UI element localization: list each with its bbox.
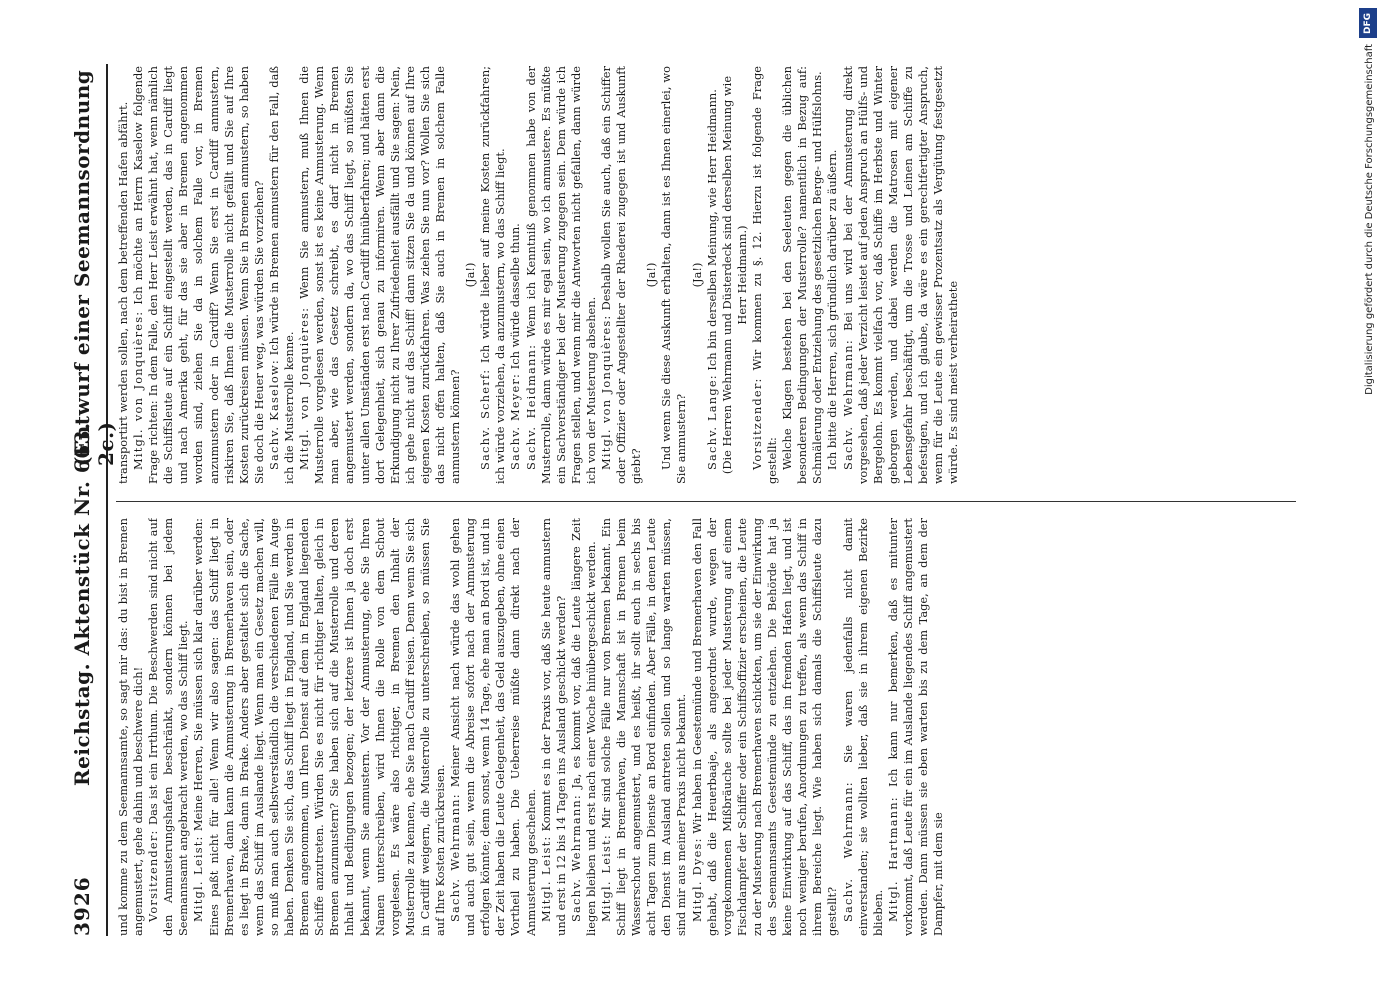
paragraph <box>116 66 131 484</box>
speaker-label: Sachv. Lange: <box>704 374 719 470</box>
left-column <box>116 518 1296 936</box>
paragraph <box>690 66 705 484</box>
speaker-label: Sachv. Wehrmann: <box>840 781 855 922</box>
paragraph-text: (Ja!) <box>463 262 478 288</box>
paragraph-text: Ich bin derselben Meinung, wie Herr Heidmann. <box>704 89 719 371</box>
document-title: Reichstag. Aktenstück Nr. 663. <box>70 422 94 786</box>
paragraph-text: Ja, es kommt vor, daß die Leute längere Zeit liegen bleiben und erst nach einer Woche hinübergeschickt werden. <box>568 518 598 936</box>
paragraph <box>191 518 448 936</box>
dfg-credit-text: Digitalisierung gefördert durch die Deutsche Forschungsgemeinschaft <box>1364 44 1375 395</box>
paragraph <box>659 66 689 484</box>
paragraph <box>267 66 297 484</box>
paragraph-text: Deshalb wollen Sie auch, daß ein Schiffer oder Offizier oder Angestellter der Rhederei zugegen ist und Auskunft giebt? <box>599 66 644 484</box>
page-header <box>66 64 118 936</box>
paragraph-text: Das ist ein Irrthum. Die Beschwerden sind nicht auf den Anmusterungshafen beschränkt, sondern können bei jedem Seemannsamt angebracht werden, wo das Schiff liegt. <box>146 518 191 936</box>
speaker-label: Mitgl. von Jonquières: <box>599 314 613 470</box>
paragraph-text: Und wenn Sie diese Auskunft erhalten, dann ist es Ihnen einerlei, wo Sie anmustern? <box>659 66 689 484</box>
speaker-label: Vorsitzender: <box>146 829 161 922</box>
paragraph-text: Ich würde dasselbe thun. <box>508 223 523 370</box>
paragraph-text: (Ja!) <box>689 262 704 288</box>
speaker-label: Mitgl. von Jonquières: <box>297 306 312 470</box>
paragraph <box>720 66 750 484</box>
document-subtitle: (Entwurf einer Seemannsordnung 2c.) <box>70 69 118 466</box>
paragraph-text: Meine Herren, Sie müssen sich klar darüber werden: Eines paßt nicht für alle! Wenn wir also sagen: das Schiff liegt in Bremerhaven, dann kann die Anmusterung in Bremerhaven sein, oder es liegt in Brake, dann in Brake. Anders aber gestaltet sich die Sache, wenn das Schiff im Auslande liegt. Wenn man ein Gesetz machen will, so muß man auch selbstverständlich die verschiedenen Fälle im Auge haben. Denken Sie sich, das Schiff liegt in England, und Sie werden in Bremen angenommen, um Ihren Dienst auf dem in England liegenden Schiffe anzutreten. Würden Sie es nicht für richtiger halten, gleich in Bremen anzumustern? Sie haben sich auf die Musterrolle und deren Inhalt und Bedingungen bezogen; der letztere ist Ihnen ja doch erst bekannt, wenn Sie anmustern. Vor der Anmusterung, ehe Sie Ihren Namen unterschreiben, wird Ihnen die Rolle von dem Schout vorgelesen. Es wäre also richtiger, in Bremen den Inhalt der Musterrolle zu kennen, ehe Sie nach Cardiff reisen. Denn wenn Sie sich in Cardiff weigern, die Musterrolle zu unterschreiben, so müssen Sie auf Ihre Kosten zurückreisen. <box>191 518 447 936</box>
paragraph-text: Wir haben in Geestemünde und Bremerhaven den Fall gehabt, daß die Heuerbaaje, als angeordnet wurde, wegen der vorgekommenen Mißbräuche sollte bei jeder Musterung auf einem Fischdampfer der Schiffer oder ein Schiffsoffizier erscheinen, die Leute zu der Musterung nach Bremerhaven schickten, um sie der Einwirkung des Seemannsamts Geestemünde zu entziehen. Die Behörde hat ja keine Einwirkung auf das Schiff, das im fremden Hafen liegt, und ist noch weniger berufen, Anordnungen zu treffen, als wenn das Schiff in ihrem Bereiche liegt. Wie haben sich damals die Schiffsleute dazu gestellt? <box>689 518 840 936</box>
speaker-label: Mitgl. Leist: <box>538 835 553 922</box>
paragraph-text: Welche Klagen bestehen bei den Seeleuten gegen die üblichen besonderen Bedingungen der Musterrolle? namentlich in Bezug auf: Schmälerung oder Entziehung des gesetzlichen Berge- und Hülfslohns. <box>780 66 825 484</box>
paragraph <box>448 518 539 936</box>
paragraph <box>539 518 569 936</box>
paragraph <box>644 66 659 484</box>
paragraph <box>478 66 508 484</box>
paragraph-text: Ich möchte an Herrn Kaselow folgende Frage richten: In dem Falle, den Herr Leist erwähnt hat, wenn nämlich die Schiffsleute auf ein Schiff eingestellt werden, das in Cardiff liegt und nach Amerika geht, für das sie aber in Bremen angenommen worden sind, ziehen Sie da in solchem Falle vor, in Bremen anzumustern oder in Cardiff? Wenn Sie erst in Cardiff anmustern, riskiren Sie, daß Ihnen die Musterrolle nicht gefällt und Sie auf Ihre Kosten zurückreisen müssen. Wenn Sie in Bremen anmustern, so haben Sie doch die Heuer weg, was würden Sie vorziehen? <box>131 66 266 484</box>
paragraph <box>599 518 690 936</box>
paragraph <box>569 518 599 936</box>
speaker-label: Sachv. Wehrmann: <box>448 793 463 922</box>
speaker-label: Mitgl. Leist: <box>599 834 613 922</box>
speaker-label: Mitgl. Leist: <box>191 835 206 922</box>
paragraph-text: Ich würde lieber auf meine Kosten zurückfahren; ich würde vorziehen, da anzumustern, wo das Schiff liegt. <box>478 66 508 484</box>
paragraph <box>705 66 720 484</box>
speaker-label: Sachv. Scherf: <box>478 368 493 470</box>
paragraph <box>825 66 840 484</box>
page-number: 3926 <box>70 876 94 936</box>
paragraph <box>131 66 267 484</box>
dfg-logo-icon: DFG <box>1359 8 1377 38</box>
paragraph-text: Mir sind solche Fälle nur von Bremen bekannt. Ein Schiff liegt in Bremerhaven, die Mannschaft ist in Bremen beim Wasserschout angemustert, und es heißt, ihr sollt euch in sechs bis acht Tagen zum Dienste an Bord einfinden. Aber Fälle, in denen Leute den Dienst im Ausland antreten sollen und so lange warten müssen, sind mir aus meiner Praxis nicht bekannt. <box>599 518 689 936</box>
speaker-label: Mitgl. Dyes: <box>689 837 704 922</box>
paragraph <box>297 66 463 484</box>
paragraph-text: Wenn ich Kenntniß genommen habe von der Musterrolle, dann würde es mir egal sein, wo ich anmustere. Es müßte ein Sachverständiger bei der Musterung zugegen sein. Dem würde ich Fragen stellen, und wenn mir die Antworten nicht gefallen, dann würde ich von der Musterung absehen. <box>523 66 598 484</box>
paragraph <box>599 66 644 484</box>
paragraph <box>750 66 780 484</box>
paragraph <box>463 66 478 484</box>
speaker-label: Sachv. Kaselow: <box>266 359 281 470</box>
paragraph-text: (Die Herren Wehrmann und Düsterdeck sind derselben Meinung wie Herr Heidmann.) <box>719 75 749 475</box>
paragraph-text: Meiner Ansicht nach würde das wohl gehen und auch gut sein, wenn die Abreise sofort nach der Anmusterung erfolgen könnte; denn sonst, wenn 14 Tage, ehe man an Bord ist, und in der Zeit haben die Leute Gelegenheit, das Geld auszugeben, ohne einen Vortheil zu haben. Die Ueberreise müßte dann direkt nach der Anmusterung geschehen. <box>448 518 538 936</box>
column-divider <box>116 501 1296 502</box>
paragraph-text: Wir kommen zu §. 12. Hierzu ist folgende Frage gestellt: <box>749 66 780 484</box>
paragraph <box>841 66 962 484</box>
paragraph <box>780 66 825 484</box>
paragraph <box>508 66 523 484</box>
paragraph <box>146 518 191 936</box>
speaker-label: Vorsitzender: <box>749 377 764 470</box>
paragraph-text: Ich kann nur bemerken, daß es mitunter vorkommt, daß Leute für ein im Auslande liegendes Schiff angemustert werden. Dann müssen sie eben warten bis zu dem Tage, an dem der Dampfer, mit dem sie <box>885 518 946 936</box>
paragraph-text: Wenn Sie anmustern, muß Ihnen die Musterrolle vorgelesen werden, sonst ist es keine Anmusterung. Wenn man aber, wie das Gesetz schreibt, es darf nicht in Bremen angemustert werden, sondern da, wo das Schiff liegt, so müßten Sie unter allen Umständen erst nach Cardiff hinüberfahren; und hätten erst dort Gelegenheit, sich genau zu informiren. Wenn aber dann die Erkundigung nicht zu Ihrer Zufriedenheit ausfällt und Sie sagen: Nein, ich gehe nicht auf das Schiff! dann sitzen Sie da und können auf Ihre eigenen Kosten zurückfahren. Was ziehen Sie nun vor? Wollen Sie sich das nicht offen halten, daß Sie auch in Bremen in solchem Falle anmustern können? <box>297 66 463 484</box>
paragraph-text: und komme zu dem Seemannsamte, so sagt mir das: du bist in Bremen angemustert, gehe dahin und beschwere dich! <box>116 518 146 936</box>
paragraph-text: Bei uns wird bei der Anmusterung direkt vorgesehen, daß jeder Verzicht leistet auf jeden Anspruch an Hülfs- und Bergelohn. Es kommt vielfach vor, daß Schiffe im Herbste und Winter geborgen werden, und dabei werden die Matrosen mit eigener Lebensgefahr beschäftigt, um die Trosse und Leinen am Schiffe zu befestigen, und ich glaube, da wäre es ein gerechtfertigter Anspruch, wenn für die Leute ein gewisser Prozentsatz als Vergütung festgesetzt würde. Es sind meist verheirathete <box>840 66 961 484</box>
paragraph-text: (Ja!) <box>644 262 659 288</box>
paragraph-text: transportirt werden sollen, nach dem betreffenden Hafen abfährt. <box>116 101 130 484</box>
paragraph-text: Ich würde in Bremen anmustern für den Fall, daß ich die Musterrolle kenne. <box>266 66 297 484</box>
speaker-label: Sachv. Meyer: <box>508 372 523 470</box>
paragraph <box>841 518 886 936</box>
paragraph <box>886 518 946 936</box>
paragraph-text: Sie waren jedenfalls nicht damit einverstanden; sie wollten lieber, daß sie in ihrem eigenen Bezirke blieben. <box>840 518 885 936</box>
speaker-label: Sachv. Heidmann: <box>523 343 538 470</box>
speaker-label: Sachv. Wehrmann: <box>568 794 583 922</box>
paragraph-text: Kommt es in der Praxis vor, daß Sie heute anmustern und erst in 12 bis 14 Tagen ins Ausland geschickt werden? <box>538 518 568 936</box>
text-columns <box>116 64 1296 936</box>
speaker-label: Mitgl. von Jonquières: <box>131 310 146 470</box>
speaker-label: Sachv. Wehrmann: <box>840 339 855 470</box>
paragraph-text: Ich bitte die Herren, sich gründlich darüber zu äußern. <box>825 149 840 470</box>
paragraph <box>524 66 599 484</box>
paragraph <box>690 518 841 936</box>
right-column <box>116 66 1296 484</box>
speaker-label: Mitgl. Hartmann: <box>885 796 900 922</box>
paragraph <box>116 518 146 936</box>
